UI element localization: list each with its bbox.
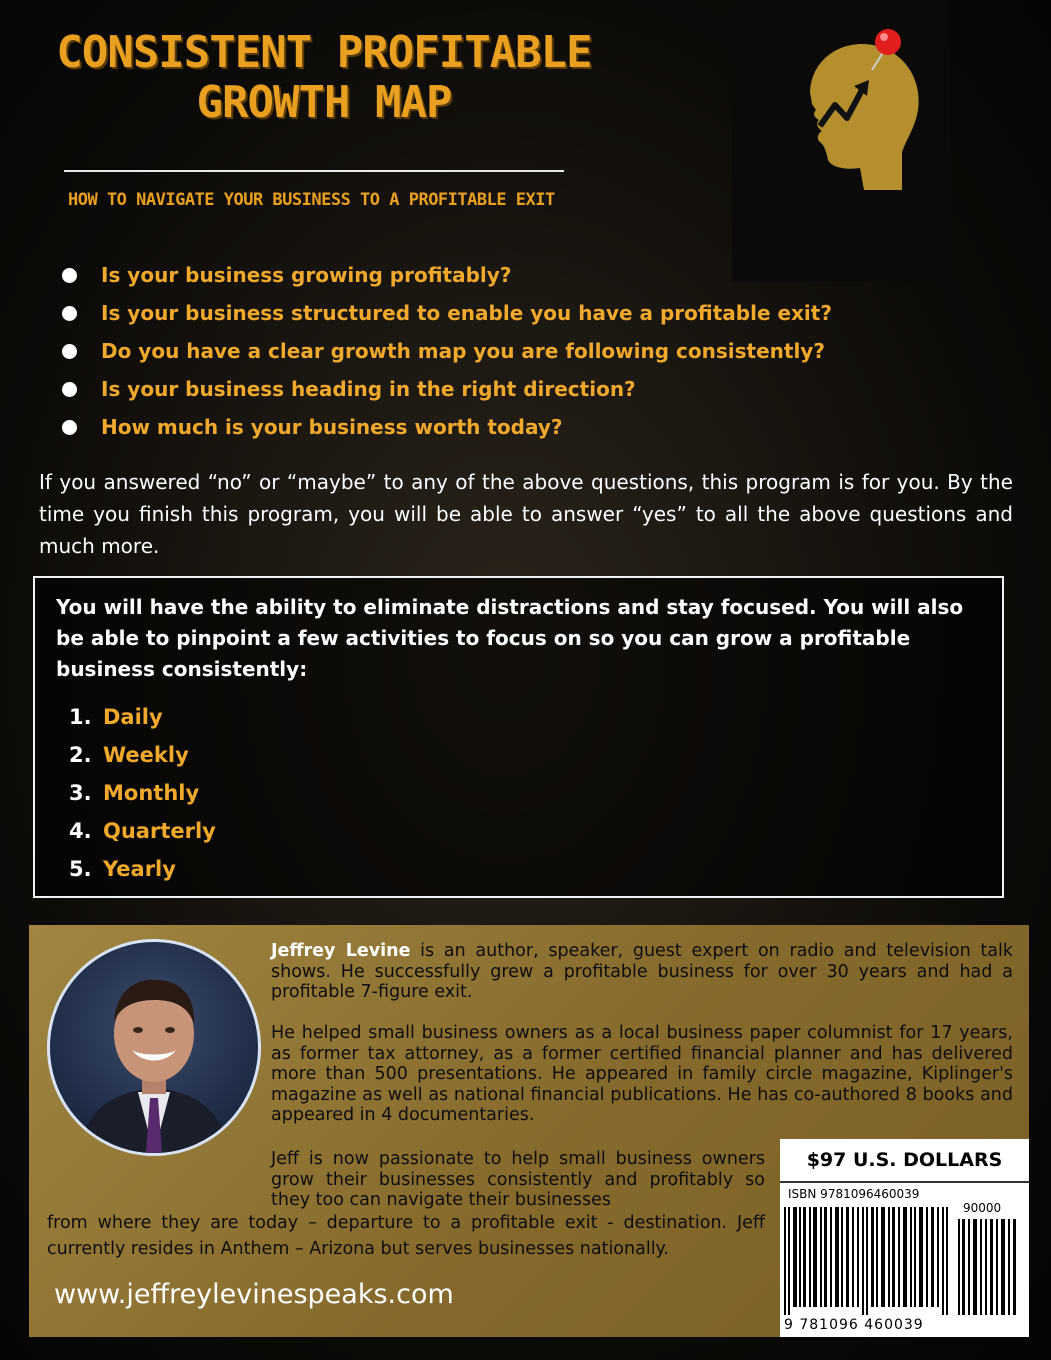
item-label: Quarterly xyxy=(103,819,216,843)
question-text: Is your business heading in the right direction? xyxy=(101,377,636,401)
isbn-label: ISBN 9781096460039 xyxy=(788,1187,920,1201)
item-number: 1. xyxy=(69,705,92,729)
item-label: Monthly xyxy=(103,781,200,805)
item-number: 3. xyxy=(69,781,92,805)
title-line-2: GROWTH MAP xyxy=(196,77,452,128)
bullet-icon xyxy=(62,420,77,435)
item-number: 5. xyxy=(69,857,92,881)
barcode-box xyxy=(780,1181,1029,1339)
benefits-box xyxy=(33,576,1004,898)
frequency-list xyxy=(69,698,216,888)
bullet-icon xyxy=(62,344,77,359)
item-label: Yearly xyxy=(103,857,176,881)
price-barcode-block xyxy=(780,1139,1029,1337)
title-line-1: CONSISTENT PROFITABLE xyxy=(56,27,592,78)
author-bio-intro xyxy=(271,941,1013,1003)
author-bio-intro-text: is an author, speaker, guest expert on radio and television talk shows. He successfully grew a profitable business for over 30 years and had a profitable 7-figure exit. xyxy=(271,941,1013,1002)
question-text: Is your business structured to enable you have a profitable exit? xyxy=(101,301,832,325)
question-item xyxy=(62,408,832,446)
price-label: $97 U.S. DOLLARS xyxy=(780,1139,1029,1182)
frequency-item xyxy=(69,736,216,774)
author-panel xyxy=(29,925,1029,1337)
question-list xyxy=(62,256,832,446)
author-bio-location: from where they are today – departure to a profitable exit - destination. Jeff currently resides in Anthem – Arizona but serves businesses nationally. xyxy=(47,1213,765,1259)
website-url[interactable]: www.jeffreylevinespeaks.com xyxy=(54,1279,454,1310)
frequency-item xyxy=(69,850,216,888)
question-item xyxy=(62,370,832,408)
frequency-item xyxy=(69,812,216,850)
question-text: Do you have a clear growth map you are following consistently? xyxy=(101,339,825,363)
question-text: Is your business growing profitably? xyxy=(101,263,512,287)
question-item xyxy=(62,256,832,294)
item-number: 2. xyxy=(69,743,92,767)
question-text: How much is your business worth today? xyxy=(101,415,563,439)
head-chart-logo-icon xyxy=(732,0,950,282)
author-bio-credentials: He helped small business owners as a local business paper columnist for 17 years, as former tax attorney, as a former certified financial planner and has delivered more than 500 presentations. He appeared in family circle magazine, Kiplinger's magazine as well as national financial publications. He has co-authored 8 books and appeared in 4 documentaries. xyxy=(271,1023,1013,1125)
bullet-icon xyxy=(62,268,77,283)
bullet-icon xyxy=(62,382,77,397)
question-item xyxy=(62,332,832,370)
author-name: Jeffrey Levine xyxy=(271,941,411,961)
frequency-item xyxy=(69,774,216,812)
author-photo xyxy=(47,939,261,1156)
frequency-item xyxy=(69,698,216,736)
addon-code: 90000 xyxy=(963,1201,1002,1215)
item-label: Weekly xyxy=(103,743,189,767)
question-item xyxy=(62,294,832,332)
title-divider xyxy=(64,170,564,172)
book-subtitle: HOW TO NAVIGATE YOUR BUSINESS TO A PROFITABLE EXIT xyxy=(68,190,555,210)
book-title xyxy=(44,28,604,128)
intro-paragraph: If you answered “no” or “maybe” to any of the above questions, this program is for you. By the time you finish this program, you will be able to answer “yes” to all the above questions and much more. xyxy=(39,470,1013,558)
benefits-text: You will have the ability to eliminate distractions and stay focused. You will also be able to pinpoint a few activities to focus on so you can grow a profitable business consistently: xyxy=(56,595,964,681)
barcode-digits: 9 781096 460039 xyxy=(784,1317,924,1333)
barcode-icon xyxy=(784,1207,948,1315)
item-label: Daily xyxy=(103,705,163,729)
addon-barcode-icon xyxy=(958,1219,1018,1315)
item-number: 4. xyxy=(69,819,92,843)
bullet-icon xyxy=(62,306,77,321)
author-bio-mission: Jeff is now passionate to help small business owners grow their businesses consistently and profitably so they too can navigate their businesses xyxy=(271,1149,765,1210)
